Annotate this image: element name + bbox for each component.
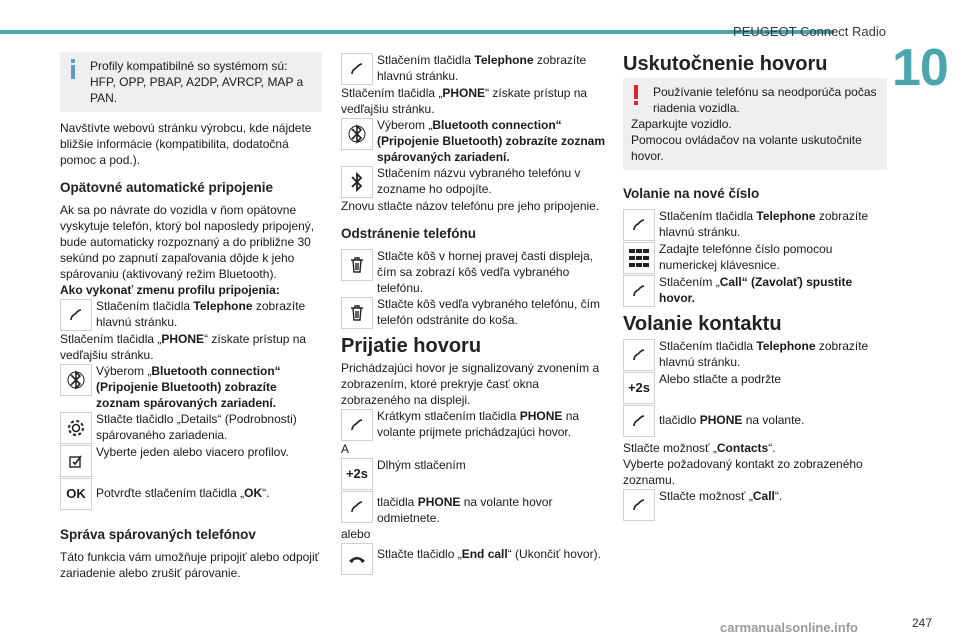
step-long-press: +2s Dlhým stlačením (341, 457, 609, 489)
chapter-number: 10 (892, 39, 948, 97)
heading-auto-reconnect: Opätovné automatické pripojenie (60, 180, 274, 195)
step-keypad: Zadajte telefónne číslo pomocou numerickej klávesnice. (623, 241, 887, 273)
phone-handset-icon (623, 209, 655, 241)
contacts-text: Stlačte možnosť „Contacts“. (623, 441, 776, 455)
phone-handset-icon (341, 491, 373, 523)
step-call-contact: Stlačte možnosť „Call“. (623, 488, 887, 520)
step-telephone-3: Stlačením tlačidla Telephone zobrazíte hlavnú stránku. (623, 208, 887, 240)
trash-icon (341, 249, 373, 281)
heading-make-call: Uskutočnenie hovoru (623, 53, 828, 75)
gear-icon (60, 412, 92, 444)
step-trash-1: Stlačte kôš v hornej pravej časti displeja, čím sa zobrazí kôš vedľa vybraného telefónu. (341, 248, 609, 296)
phone-handset-icon (623, 489, 655, 521)
step-bluetooth-2: Výberom „Bluetooth connection“ (Pripojenie Bluetooth) zobrazíte zoznam spárovaných zariadení. (341, 117, 609, 165)
step-reject: tlačidla PHONE na volante hovor odmietnete. (341, 490, 609, 526)
hold-2s-icon: +2s (623, 372, 655, 404)
bluetooth-icon (60, 364, 92, 396)
keypad-icon (623, 242, 655, 274)
step-trash-2: Stlačte kôš vedľa vybraného telefónu, čím telefón odstránite do koša. (341, 296, 609, 328)
hang-up-icon (341, 543, 373, 575)
bluetooth-icon (341, 118, 373, 150)
step-telephone: Stlačením tlačidla Telephone zobrazíte hlavnú stránku. (60, 298, 322, 330)
step-telephone-2: Stlačením tlačidla Telephone zobrazíte hlavnú stránku. (341, 52, 609, 84)
step-telephone-4: Stlačením tlačidla Telephone zobrazíte hlavnú stránku. (623, 338, 887, 370)
heading-receive-call: Prijatie hovoru (341, 335, 482, 357)
reconnect-text: Znovu stlačte názov telefónu pre jeho pripojenie. (341, 199, 600, 213)
trash-icon (341, 297, 373, 329)
checkbox-icon (60, 445, 92, 477)
column-2 (341, 52, 609, 575)
info-note (60, 52, 322, 112)
phone-handset-icon (341, 409, 373, 441)
heading-new-number: Volanie na nové číslo (623, 186, 760, 201)
reconnect-paragraph: Ak sa po návrate do vozidla v ňom opätovne vyskytuje telefón, ktorý bol naposledy pripojený, bude automaticky rozpoznaný a do približne 30 sekúnd po zapnutí zapaľovania dôjde k jeho spárovaniu (aktivovaný režim Bluetooth). (60, 203, 315, 281)
manufacturer-paragraph: Navštívte webovú stránku výrobcu, kde nájdete bližšie informácie (kompatibilita, dodatočná pomoc a pod.). (60, 121, 312, 167)
header-title: PEUGEOT Connect Radio (733, 24, 886, 39)
step-end-call: Stlačte tlačidlo „End call“ (Ukončiť hovor). (341, 542, 609, 574)
column-3 (623, 52, 887, 521)
profile-question: Ako vykonať zmenu profilu pripojenia: (60, 283, 280, 297)
warning-note: Používanie telefónu sa neodporúča počas riadenia vozidla. Zaparkujte vozidlo. Pomocou ovládačov na volante uskutočnite hovor. (623, 78, 887, 170)
step-hold: +2s Alebo stlačte a podržte (623, 371, 887, 403)
step-bluetooth: Výberom „Bluetooth connection“ (Pripojenie Bluetooth) zobrazíte zoznam spárovaných zariadení. (60, 363, 322, 411)
or-label-a: A (341, 442, 350, 456)
phone-handset-icon (60, 299, 92, 331)
step-answer: Krátkym stlačením tlačidla PHONE na volante prijmete prichádzajúci hovor. (341, 408, 609, 440)
info-icon (70, 59, 76, 79)
step-confirm: OK Potvrďte stlačením tlačidla „OK“. (60, 477, 322, 509)
step-details: Stlačte tlačidlo „Details“ (Podrobnosti) spárovaného zariadenia. (60, 411, 322, 443)
phone-handset-icon (623, 405, 655, 437)
watermark: carmanualsonline.info (720, 620, 858, 635)
heading-manage-phones: Správa spárovaných telefónov (60, 527, 256, 542)
heading-call-contact: Volanie kontaktu (623, 313, 782, 335)
step-call: Stlačením „Call“ (Zavolať) spustite hovor. (623, 274, 887, 306)
phone-subpage-text-2: Stlačením tlačidla „PHONE“ získate prístup na vedľajšiu stránku. (341, 86, 588, 116)
step-profiles: Vyberte jeden alebo viacero profilov. (60, 444, 322, 476)
phone-subpage-text: Stlačením tlačidla „PHONE“ získate prístup na vedľajšiu stránku. (60, 332, 307, 362)
page-number: 247 (911, 616, 932, 630)
warning-icon (633, 85, 639, 105)
manage-paragraph: Táto funkcia vám umožňuje pripojiť alebo odpojiť zariadenie alebo zrušiť párovanie. (60, 550, 320, 580)
receive-paragraph: Prichádzajúci hovor je signalizovaný zvonením a zobrazením, ktoré prekryje časť okna zobrazeného na displeji. (341, 361, 600, 407)
hold-2s-icon: +2s (341, 458, 373, 490)
select-contact-text: Vyberte požadovaný kontakt zo zobrazeného zoznamu. (623, 457, 863, 487)
step-disconnect: Stlačením názvu vybraného telefónu v zozname ho odpojíte. (341, 165, 609, 197)
bluetooth-symbol-icon (341, 166, 373, 198)
ok-icon: OK (60, 478, 92, 510)
column-1 (60, 52, 322, 581)
phone-handset-icon (341, 53, 373, 85)
step-phone-wheel: tlačidlo PHONE na volante. (623, 404, 887, 436)
heading-delete-phone: Odstránenie telefónu (341, 226, 477, 241)
or-label-alebo: alebo (341, 527, 371, 541)
phone-handset-icon (623, 275, 655, 307)
phone-handset-icon (623, 339, 655, 371)
info-note-text: Profily kompatibilné so systémom sú: HFP, OPP, PBAP, A2DP, AVRCP, MAP a PAN. (90, 59, 304, 105)
header-accent-bar (0, 30, 834, 34)
